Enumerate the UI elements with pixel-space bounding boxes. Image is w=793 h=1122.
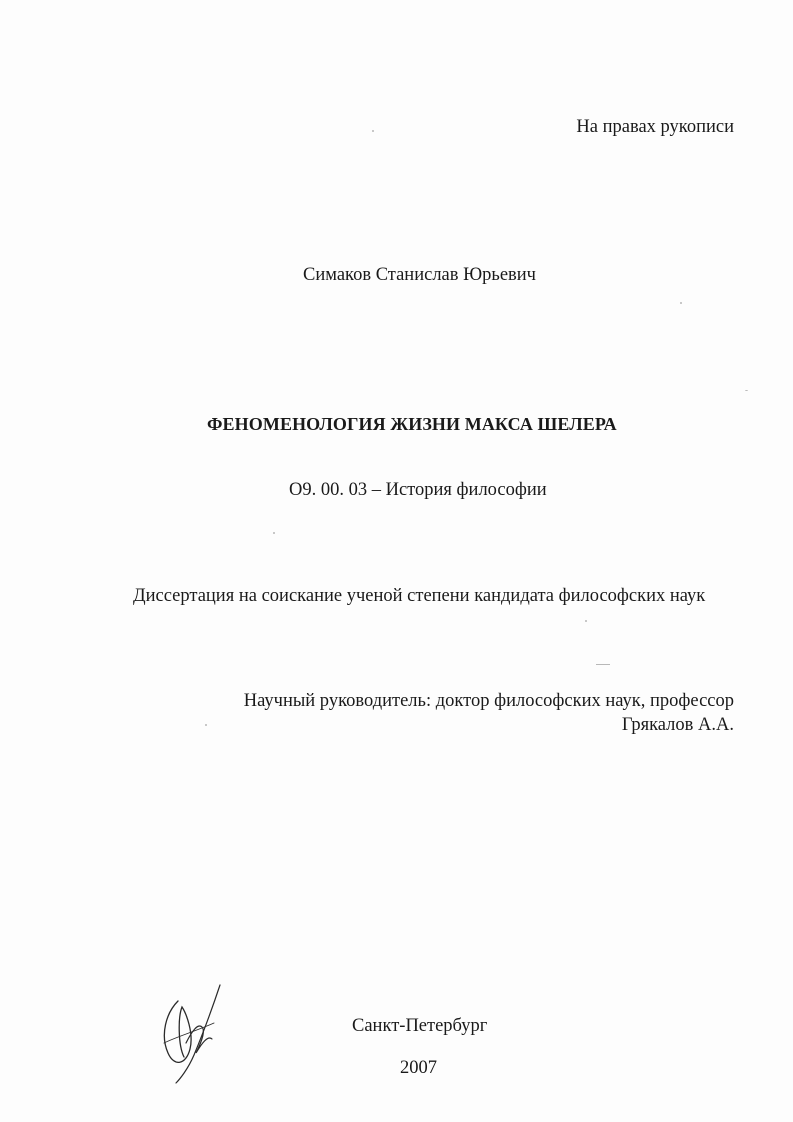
degree-statement: Диссертация на соискание ученой степени кандидата философских наук [133, 586, 706, 606]
scan-speck [372, 130, 374, 132]
scan-speck [273, 532, 275, 534]
scan-speck [205, 724, 207, 726]
year: 2007 [400, 1058, 437, 1078]
scan-speck [596, 664, 610, 665]
supervisor-name: Грякалов А.А. [621, 715, 734, 735]
author-name: Симаков Станислав Юрьевич [303, 265, 536, 285]
rights-note: На правах рукописи [576, 117, 734, 137]
supervisor-line: Научный руководитель: доктор философских наук, профессор [243, 691, 734, 711]
scan-speck [745, 390, 748, 391]
scan-speck [680, 302, 682, 304]
handwritten-signature-icon [156, 983, 236, 1085]
city: Санкт-Петербург [352, 1016, 488, 1036]
thesis-title: ФЕНОМЕНОЛОГИЯ ЖИЗНИ МАКСА ШЕЛЕРА [207, 414, 617, 434]
scan-speck [585, 620, 587, 622]
thesis-specialty: О9. 00. 03 – История философии [289, 480, 547, 500]
